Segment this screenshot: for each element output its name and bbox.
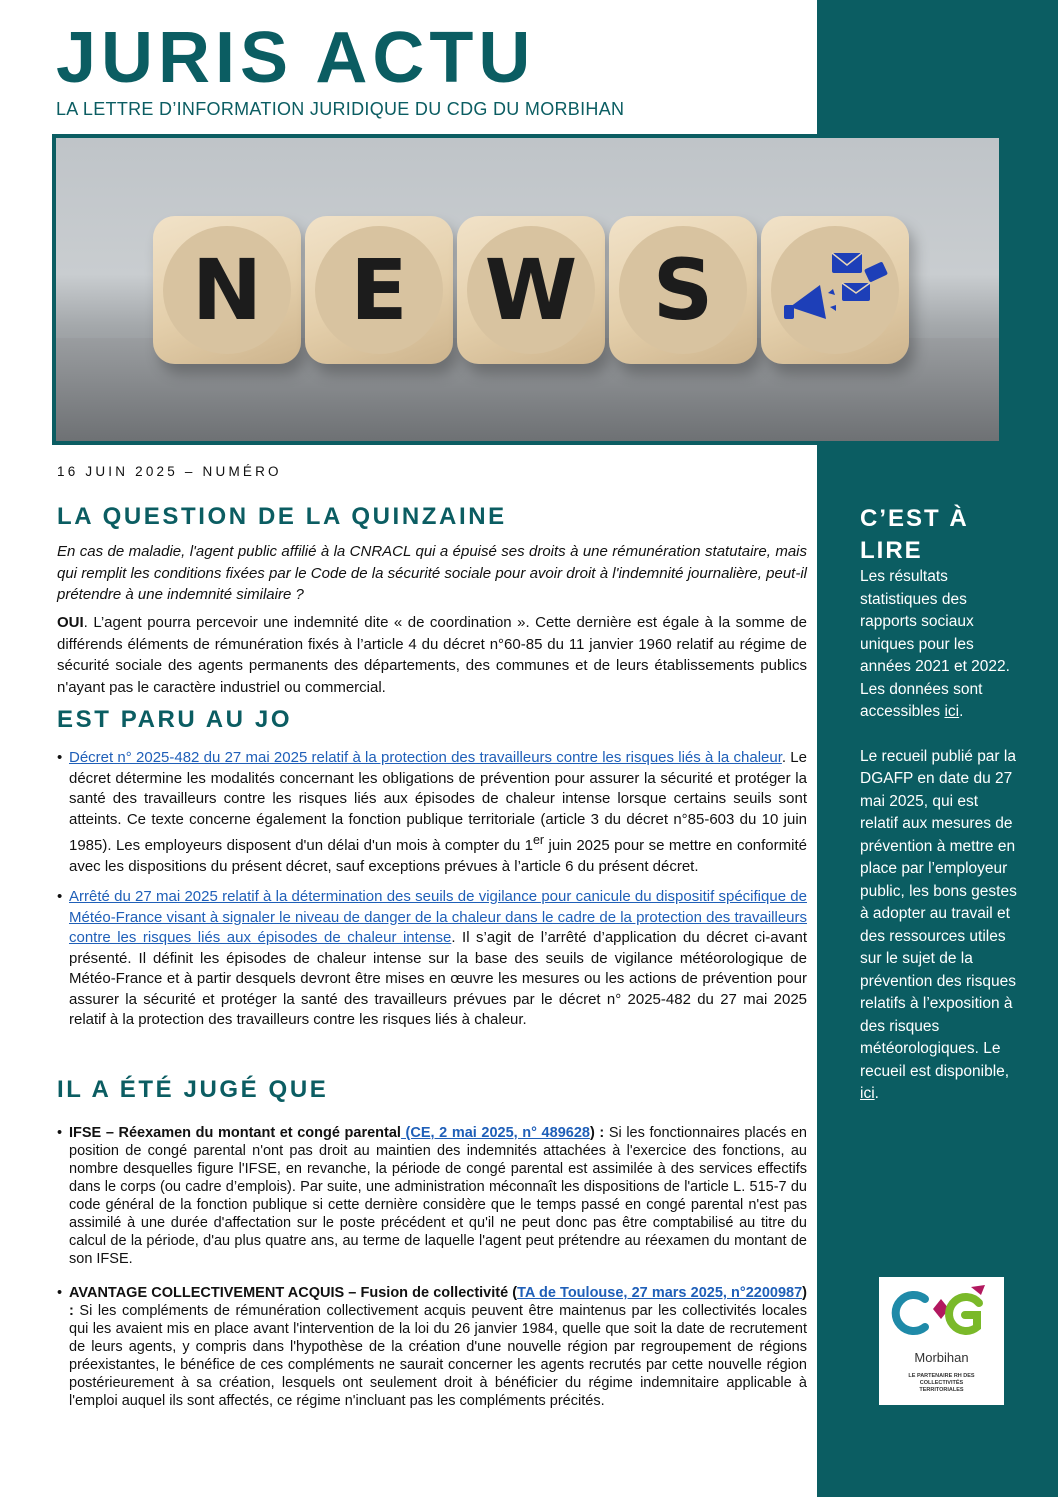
cdg-logo-mark [879, 1277, 1004, 1349]
issue-date: 16 JUIN 2025 – NUMÉRO [57, 464, 282, 479]
cube-letter: S [652, 241, 714, 339]
answer-body: . L’agent pourra percevoir une indemnité dite « de coordination ». Cette dernière est égale à la somme de différends éléments de rémunération fixés à l’article 4 du décret n°60-85 du 11 janvier 1960 relatif au régime de sécurité sociale des agents permanents des départements, des communes et de leurs établissements publics n'ayant pas le caractère industriel ou commercial. [57, 614, 807, 696]
news-cube [153, 216, 301, 364]
list-item-text: Si les compléments de rémunération collectivement acquis peuvent être maintenus par les collectivités locales qui les avaient mis en place avant l'intervention de la loi du 26 janvier 1984, quelle que soit la date de recrutement de leurs agents, y compris dans l'hypothèse de la création d'une nouvelle région par regroupement de régions préexistantes, le bénéfice de ces compléments ne saurait concerner les agents recrutés par cette nouvelle région postérieurement à sa création, lesquels ont seulement droit à bénéficier du régime indemnitaire applicable à l'emploi auquel ils sont affectés, ce régime n'incluant pas les compléments précités. [69, 1303, 807, 1409]
news-cube [457, 216, 605, 364]
list-item [57, 1124, 807, 1268]
cube-letter: W [484, 241, 578, 339]
decree-link[interactable]: Décret n° 2025-482 du 27 mai 2025 relatif à la protection des travailleurs contre les risques liés à la chaleur [69, 749, 782, 766]
list-item [57, 887, 807, 1031]
sidebar-paragraph-text: Les résultats statistiques des rapports sociaux uniques pour les années 2021 et 2022. Les données sont accessibles [860, 568, 1010, 720]
cdg-logo [879, 1277, 1004, 1405]
punctuation: . [874, 1085, 879, 1102]
question-text: En cas de maladie, l'agent public affilié à la CNRACL qui a épuisé ses droits à une rémunération statutaire, mais qui remplit les conditions fixées par le Code de la sécurité sociale pour avoir droit à l'indemnité journalière, peut-il prétendre à une indemnité similaire ? [57, 543, 807, 603]
sidebar-paragraph [860, 566, 1020, 724]
hero-image [52, 134, 1003, 445]
sidebar-link-rsu[interactable]: ici [944, 703, 960, 720]
ruling-link-ta[interactable]: TA de Toulouse, 27 mars 2025, n°2200987 [517, 1285, 803, 1301]
answer-text [57, 612, 807, 698]
list-item [57, 1284, 807, 1410]
punctuation: . [959, 703, 964, 720]
newsletter-subtitle: LA LETTRE D’INFORMATION JURIDIQUE DU CDG DU MORBIHAN [56, 99, 625, 119]
jo-list [57, 748, 807, 1041]
news-cube [609, 216, 757, 364]
superscript: er [532, 833, 545, 847]
section-title-juge: IL A ÉTÉ JUGÉ QUE [57, 1076, 329, 1103]
sidebar-text [860, 566, 1020, 1106]
ruling-link-ce[interactable]: (CE, 2 mai 2025, n° 489628 [400, 1125, 590, 1141]
cube-letter: E [350, 241, 408, 339]
logo-tagline: LE PARTENAIRE RH DES COLLECTIVITÉS TERRITORIALES [908, 1373, 975, 1393]
sidebar-paragraph [860, 746, 1020, 1106]
section-title-question: LA QUESTION DE LA QUINZAINE [57, 503, 507, 530]
list-item-text: juin 2025 pour se mettre en conformité avec les dispositions du présent décret, sauf exceptions prévues à l’article 6 du présent décret. [69, 837, 807, 875]
sidebar-link-recueil[interactable]: ici [860, 1085, 875, 1102]
list-item-text: . Il s’agit de l’arrêté d’application du décret ci-avant présenté. Il définit les épisodes de chaleur intense sur la base des seuils de vigilance météorologique de Météo-France et à partir desquels devront être mises en œuvre les mesures ou les actions de prévention pour assurer la sécurité et protéger la santé des travailleurs prévues par le décret n° 2025-482 du 27 mai 2025 relatif à la protection des travailleurs contre les risques liés à chaleur. [69, 929, 807, 1028]
juge-list [57, 1124, 807, 1426]
ruling-heading: AVANTAGE COLLECTIVEMENT ACQUIS – Fusion de collectivité ( [69, 1285, 518, 1301]
cube-letter: N [191, 241, 263, 339]
answer-lead: OUI [57, 614, 84, 631]
ruling-separator: ) : [69, 1285, 808, 1319]
newsletter-title: JURIS ACTU [56, 18, 536, 98]
list-item-text: . Le décret détermine les modalités concernant les obligations de prévention pour assurer la sécurité et protéger la santé des travailleurs contre les risques liés aux épisodes de chaleur intense lorsque certains seuils sont atteints. Ce texte concerne également la fonction publique territoriale (article 3 du décret n°85-603 du 10 juin 1985). Les employeurs disposent d'un délai d'un mois à compter du 1 [69, 749, 807, 854]
sidebar-title: C’EST À LIRE [860, 505, 969, 564]
logo-name: Morbihan [914, 1350, 969, 1365]
list-item [57, 748, 807, 877]
list-item-text: Si les fonctionnaires placés en position de congé parental n'ont pas droit au maintien des indemnités attachées à l'exercice des fonctions, au nombre desquelles figure l'IFSE, en revanche, la période de congé parental est assimilée à des services effectifs dans le corps (ou cadre d’emplois). Par suite, une administration méconnaît les dispositions de l'article L. 515-7 du code général de la fonction publique si cette dernière considère que le temps passé en congé parental n'est pas assimilé à une durée d'affectation sur le poste précédent et qu'il ne peut donc pas être comptabilisé au titre du calcul de la période, d'au plus quatre ans, au terme de laquelle l'agent peut prétendre au réexamen du montant de son IFSE. [69, 1125, 807, 1267]
news-cube [761, 216, 909, 364]
news-cube [305, 216, 453, 364]
megaphone-mail-icon [780, 245, 890, 335]
sidebar-paragraph-text: Le recueil publié par la DGAFP en date du 27 mai 2025, qui est relatif aux mesures de prévention à mettre en place par l’employeur public, les bons gestes à adopter au travail et des ressources utiles sur le sujet de la prévention des risques relatifs à l’exposition à des risques météorologiques. Le recueil est disponible, [860, 747, 1017, 1080]
ruling-heading: IFSE – Réexamen du montant et congé parental [69, 1125, 401, 1141]
ruling-separator: ) : [589, 1125, 605, 1141]
section-title-jo: EST PARU AU JO [57, 706, 293, 733]
arrete-link[interactable]: Arrêté du 27 mai 2025 relatif à la détermination des seuils de vigilance pour canicule du dispositif spécifique de Météo-France visant à signaler le niveau de danger de la chaleur dans le cadre de la protection des travailleurs contre les risques liés aux épisodes de chaleur intense [69, 888, 807, 946]
